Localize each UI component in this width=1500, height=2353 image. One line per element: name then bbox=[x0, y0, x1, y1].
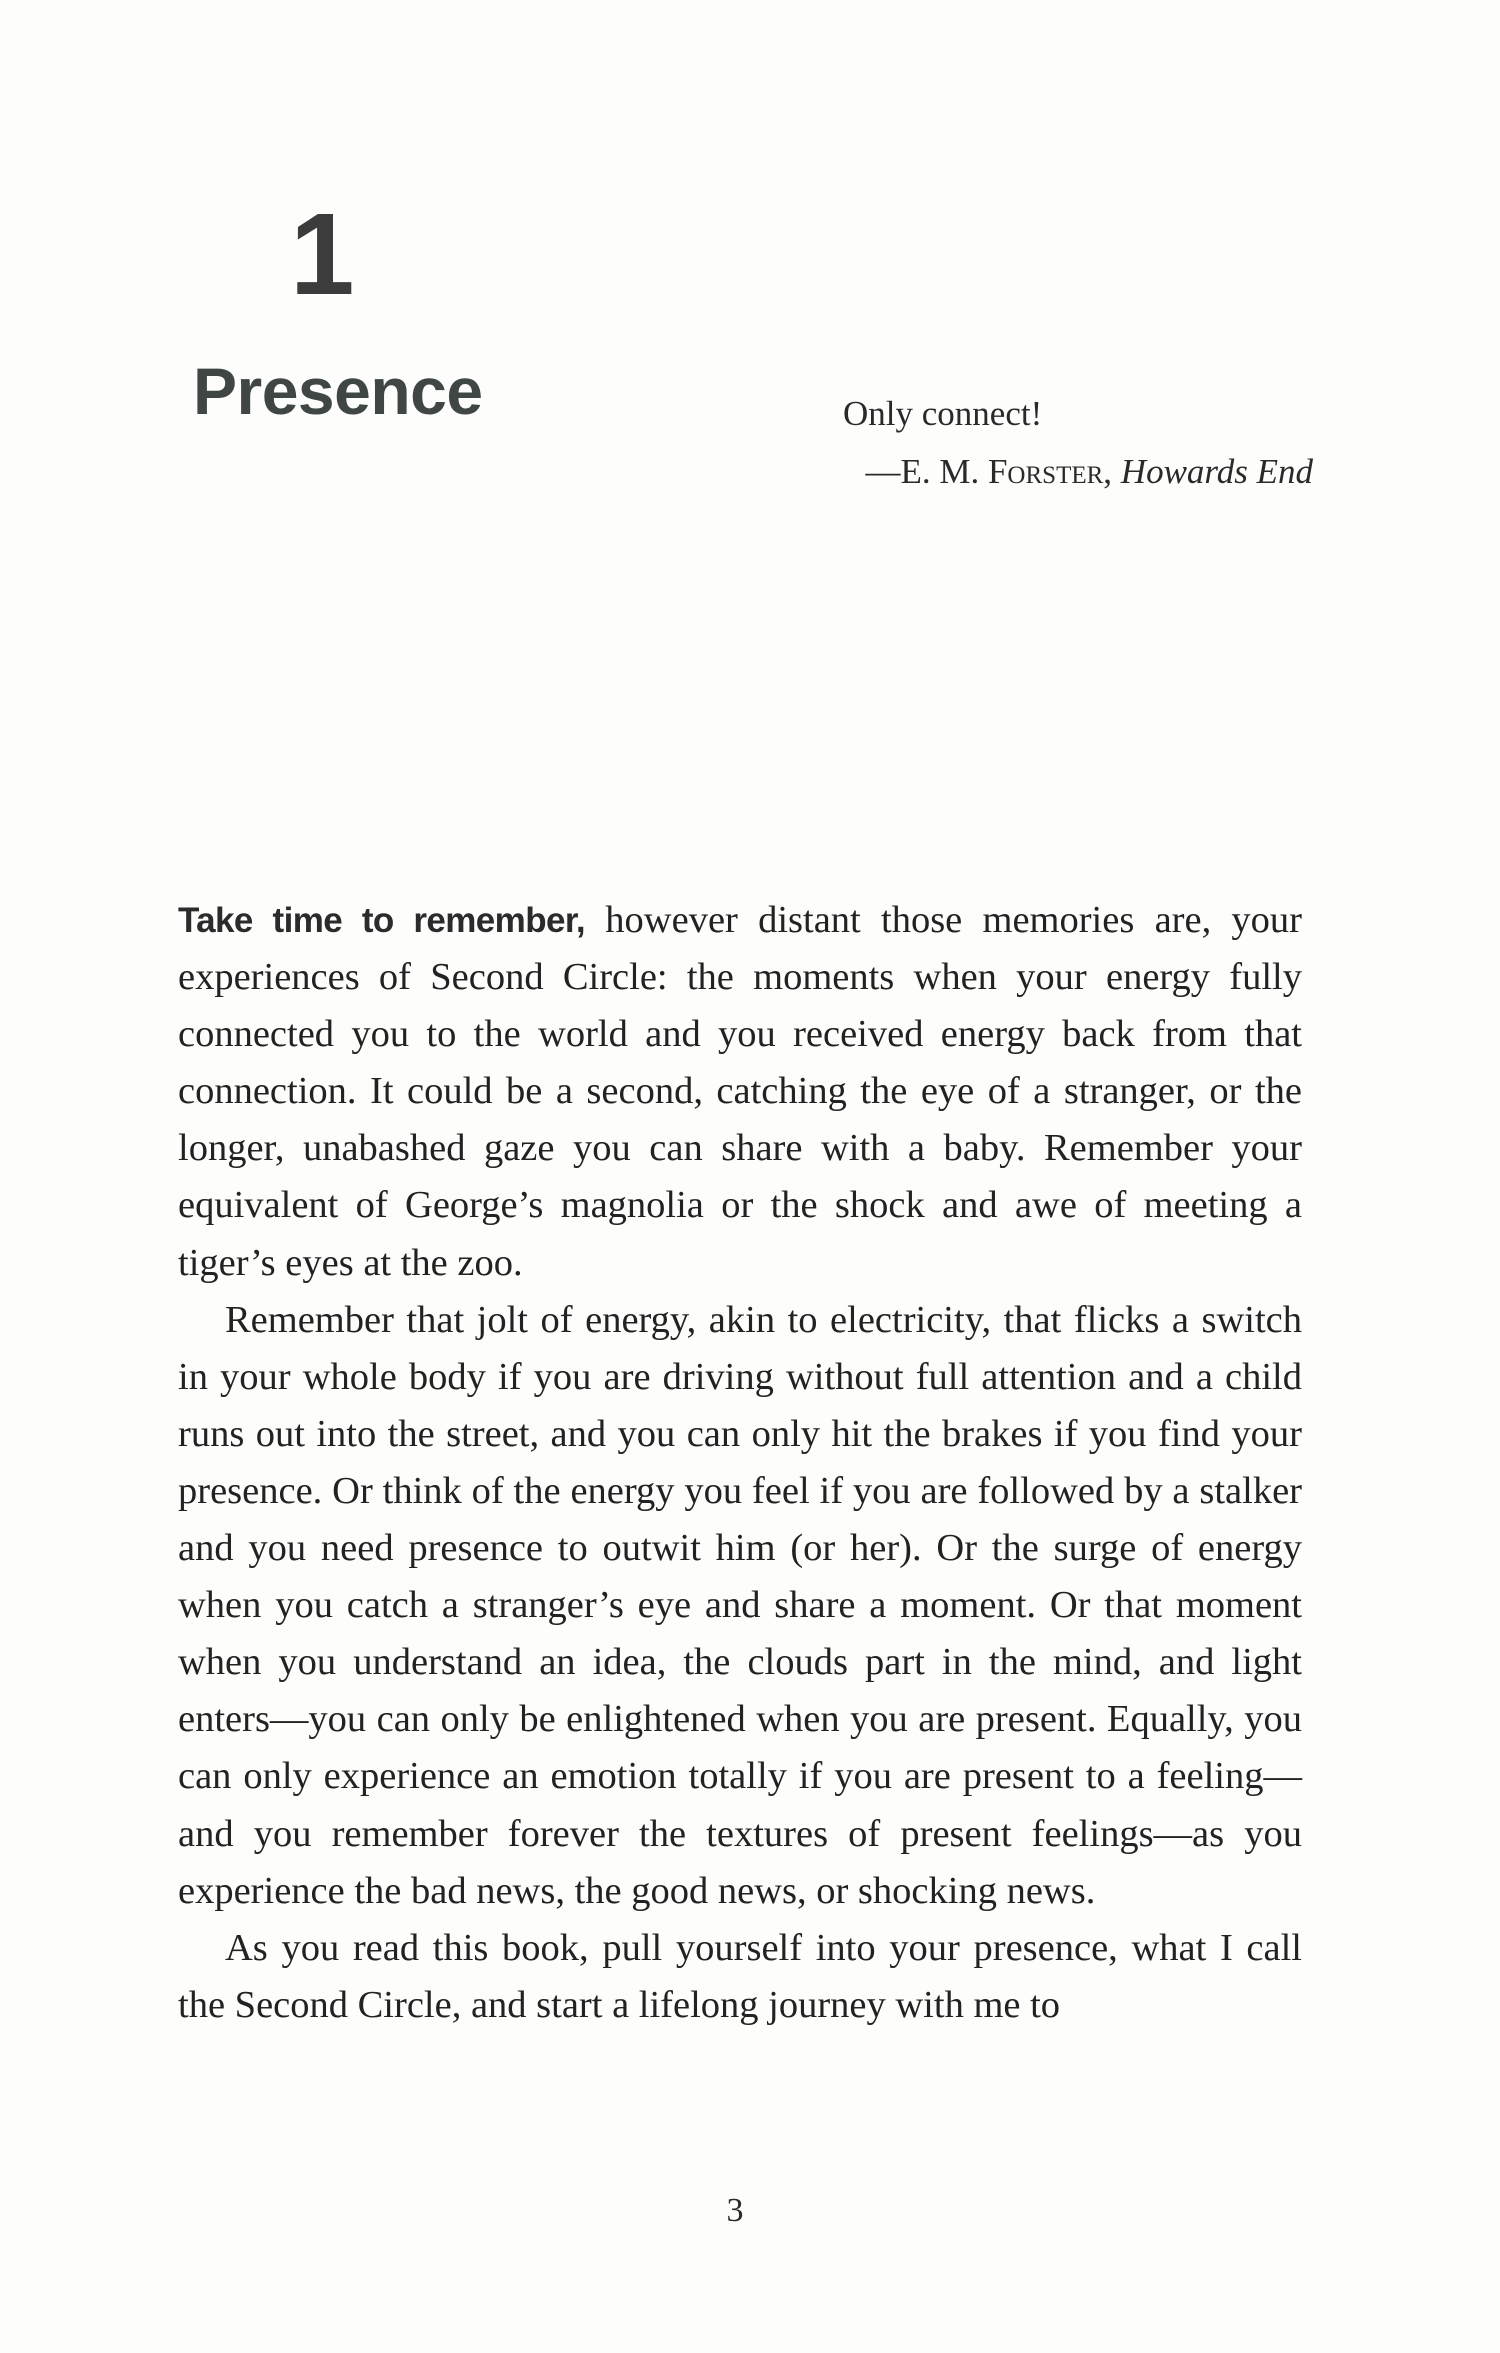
lead-in: Take time to remember, bbox=[178, 901, 586, 940]
epigraph-quote: Only connect! bbox=[843, 394, 1043, 433]
chapter-number: 1 bbox=[290, 189, 355, 319]
body-text bbox=[178, 892, 1302, 2034]
page-number: 3 bbox=[726, 2192, 744, 2229]
epigraph bbox=[843, 385, 1313, 501]
epigraph-dash: — bbox=[865, 452, 901, 491]
paragraph-2: Remember that jolt of energy, akin to electricity, that flicks a switch in your whole body if you are driving without full attention and a child runs out into the street, and you can only hit the brakes if you find your presence. Or think of the energy you feel if you are followed by a stalker and you need presence to outwit him (or her). Or the surge of energy when you catch a stranger’s eye and share a moment. Or that moment when you understand an idea, the clouds part in the mind, and light enters—you can only be enlightened when you are present. Equally, you can only experience an emotion totally if you are present to a feeling—and you remember forever the textures of present feelings—as you experience the bad news, the good news, or shocking news. bbox=[178, 1298, 1302, 1912]
chapter-title: Presence bbox=[193, 354, 483, 428]
paragraph-3: As you read this book, pull yourself into your presence, what I call the Second Circle, and start a lifelong journey with me to bbox=[178, 1926, 1302, 2026]
epigraph-work: Howards End bbox=[1120, 452, 1313, 491]
paragraph-1-text: however distant those memories are, your experiences of Second Circle: the moments when your energy fully connected you to the world and you received energy back from that connection. It could be a second, catching the eye of a stranger, or the longer, unabashed gaze you can share with a baby. Remember your equivalent of George’s magnolia or the shock and awe of meeting a tiger’s eyes at the zoo. bbox=[178, 899, 1303, 1284]
epigraph-author: E. M. Forster, bbox=[900, 452, 1113, 491]
epigraph-attribution bbox=[843, 443, 1313, 501]
paragraph-1 bbox=[178, 892, 1302, 1292]
